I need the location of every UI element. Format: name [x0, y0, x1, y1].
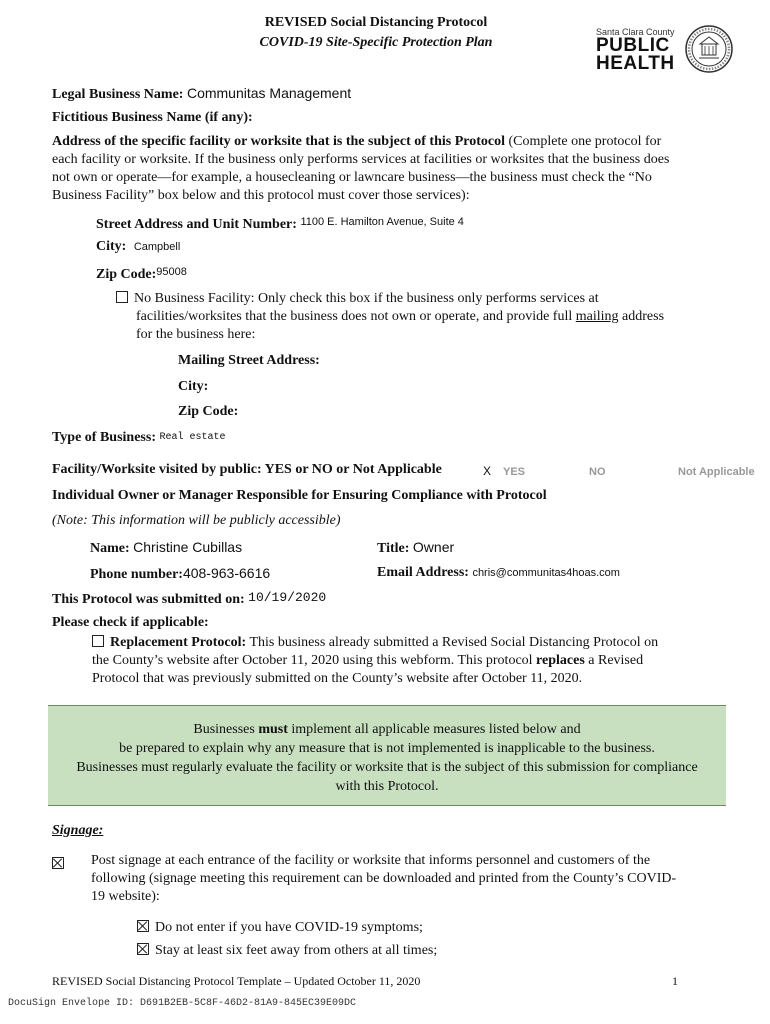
no-facility-text-2: facilities/worksites that the business does not own or operate, and provide full — [136, 309, 576, 324]
notice-text-3: Businesses must regularly evaluate the facility or worksite that is the subject of this submission for compliance — [76, 760, 698, 775]
document-subtitle: COVID-19 Site-Specific Protection Plan — [259, 35, 493, 50]
logo-county: Santa Clara County — [596, 27, 675, 37]
logo-public: PUBLIC — [596, 35, 670, 56]
replacement-protocol-checkbox[interactable] — [92, 635, 104, 647]
submitted-on-value[interactable]: 10/19/2020 — [248, 590, 327, 605]
owner-name-label: Name: — [90, 541, 130, 556]
owner-note: (Note: This information will be publicly accessible) — [52, 513, 341, 528]
signage-item-checkbox[interactable] — [52, 856, 70, 874]
address-text-2: each facility or worksite. If the business only performs services at facilities or worksites that the business does — [52, 152, 670, 167]
phone-value[interactable]: 408-963-6616 — [182, 565, 271, 581]
replacement-text-1: This business already submitted a Revised Social Distancing Protocol on — [246, 635, 659, 650]
city-label: City: — [96, 239, 127, 254]
notice-text-2: be prepared to explain why any measure that is not implemented is inapplicable to the business. — [119, 741, 655, 756]
owner-title-value[interactable]: Owner — [412, 539, 455, 555]
address-instructions — [52, 133, 752, 205]
address-text-3: not own or operate—for example, a housecleaning or lawncare business—the business must check the “No — [52, 170, 652, 185]
logo-health: HEALTH — [596, 53, 675, 74]
signage-subitem-distance — [137, 942, 437, 960]
owner-title-label: Title: — [377, 541, 410, 556]
owner-section-heading: Individual Owner or Manager Responsible for Ensuring Compliance with Protocol — [52, 488, 547, 503]
signage-text-3: 19 website): — [91, 889, 160, 904]
visited-option-not-applicable[interactable]: Not Applicable — [678, 466, 755, 478]
replacement-replaces: replaces — [536, 653, 585, 668]
signage-item-text — [91, 852, 731, 906]
visited-option-yes[interactable]: YES — [503, 466, 526, 478]
county-seal-icon — [684, 24, 734, 74]
notice-text-4: with this Protocol. — [335, 779, 439, 794]
address-text-1: (Complete one protocol for — [505, 134, 662, 149]
no-facility-text-2b: address — [618, 309, 665, 324]
page-number: 1 — [672, 974, 678, 988]
replacement-protocol-label: Replacement Protocol: — [110, 635, 247, 650]
street-label: Street Address and Unit Number: — [96, 217, 297, 232]
email-label: Email Address: — [377, 565, 469, 580]
no-facility-text-1: No Business Facility: Only check this box if the business only performs services at — [134, 291, 599, 306]
signage-text-1: Post signage at each entrance of the facility or worksite that informs personnel and customers of the — [91, 853, 651, 868]
address-text-4: Business Facility” box below and this protocol must cover those services): — [52, 188, 470, 203]
legal-name-value[interactable]: Communitas Management — [186, 85, 352, 101]
visited-option-no[interactable]: NO — [589, 466, 606, 478]
mailing-street-label: Mailing Street Address: — [178, 353, 320, 368]
street-value[interactable]: 1100 E. Hamilton Avenue, Suite 4 — [300, 216, 464, 228]
business-type-label: Type of Business: — [52, 430, 156, 445]
footer-template-note: REVISED Social Distancing Protocol Template – Updated October 11, 2020 — [52, 974, 421, 988]
mailing-city-label: City: — [178, 379, 209, 394]
zip-value[interactable]: 95008 — [156, 266, 187, 278]
notice-text-1b: implement all applicable measures listed below and — [287, 722, 581, 737]
visited-yes-mark: X — [483, 464, 492, 478]
docusign-envelope-id: DocuSign Envelope ID: D691B2EB-5C8F-46D2-81A9-845EC39E09DC — [8, 998, 357, 1009]
document-title: REVISED Social Distancing Protocol — [264, 15, 488, 30]
signage-subitem-symptoms — [137, 919, 423, 937]
symptoms-text: Do not enter if you have COVID-19 symptoms; — [155, 920, 423, 935]
phone-label: Phone number: — [90, 567, 183, 582]
no-facility-mailing: mailing — [575, 309, 619, 324]
fictitious-name-label: Fictitious Business Name (if any): — [52, 110, 253, 125]
signage-checked-icon — [52, 857, 64, 869]
symptoms-checkbox[interactable] — [137, 920, 149, 932]
replacement-protocol-option — [92, 634, 732, 688]
public-health-logo — [596, 27, 676, 74]
compliance-notice-box — [48, 705, 726, 806]
replacement-text-2b: a Revised — [584, 653, 644, 668]
mailing-zip-label: Zip Code: — [178, 404, 239, 419]
distance-text: Stay at least six feet away from others at all times; — [155, 943, 438, 958]
visited-by-public-label: Facility/Worksite visited by public: YES or NO or Not Applicable — [52, 462, 442, 477]
signage-text-2: following (signage meeting this requirement can be downloaded and printed from the County’s COVID- — [91, 871, 677, 886]
city-value[interactable]: Campbell — [133, 241, 181, 253]
owner-name-value[interactable]: Christine Cubillas — [133, 539, 243, 555]
no-facility-checkbox[interactable] — [116, 291, 128, 303]
no-business-facility-option — [116, 290, 736, 344]
submitted-on-label: This Protocol was submitted on: — [52, 592, 245, 607]
check-applicable-heading: Please check if applicable: — [52, 615, 209, 630]
business-type-value[interactable]: Real estate — [159, 432, 226, 443]
notice-text-1a: Businesses — [193, 722, 259, 737]
email-value[interactable]: chris@communitas4hoas.com — [472, 567, 620, 579]
notice-must: must — [258, 722, 288, 737]
legal-name-label: Legal Business Name: — [52, 87, 184, 102]
replacement-text-3: Protocol that was previously submitted on the County’s website after October 11, 2020. — [92, 671, 583, 686]
zip-label: Zip Code: — [96, 267, 157, 282]
distance-checkbox[interactable] — [137, 943, 149, 955]
no-facility-text-3: for the business here: — [136, 327, 256, 342]
replacement-text-2: the County’s website after October 11, 2020 using this webform. This protocol — [92, 653, 537, 668]
address-heading: Address of the specific facility or worksite that is the subject of this Protocol — [52, 134, 505, 149]
signage-heading: Signage: — [52, 823, 104, 838]
